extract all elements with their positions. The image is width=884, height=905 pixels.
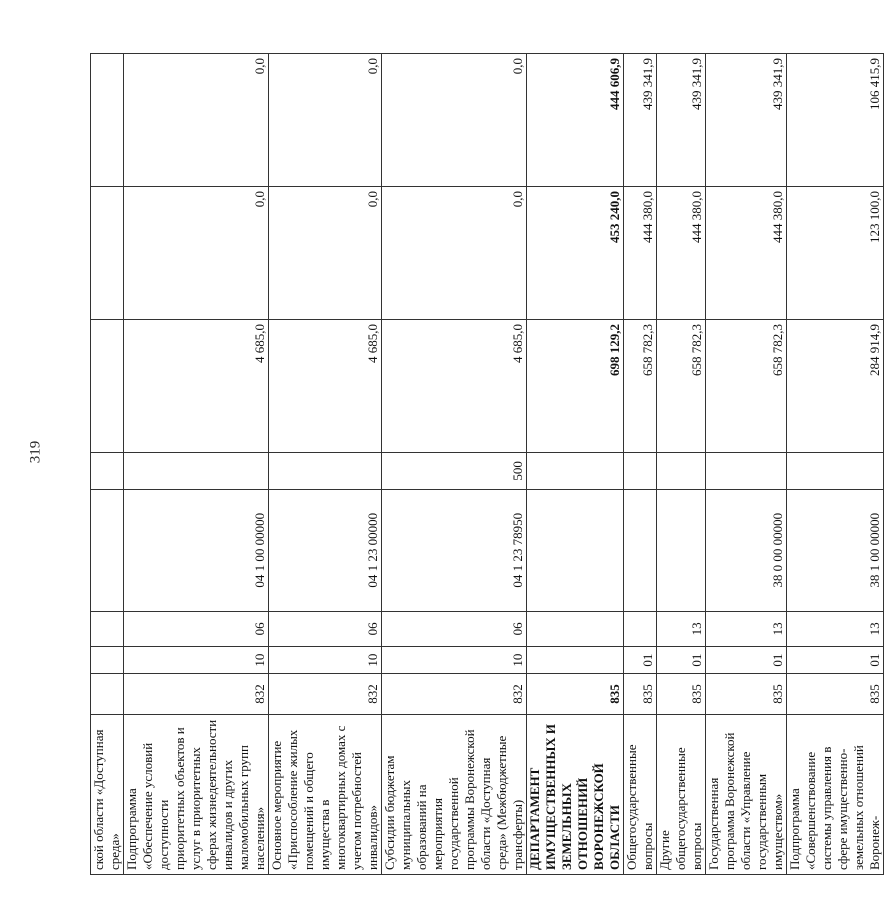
amount-year-2 [91, 187, 124, 320]
section-code: 01 [706, 647, 787, 674]
expense-type-code: 500 [382, 453, 527, 490]
amount-year-2: 444 380,0 [706, 187, 787, 320]
table-row [527, 54, 624, 875]
subsection-code [527, 611, 624, 646]
target-article-code: 38 1 00 00000 [787, 489, 884, 611]
expense-type-code [706, 453, 787, 490]
target-article-code [657, 489, 706, 611]
grbs-code: 832 [382, 674, 527, 715]
subsection-code: 13 [706, 611, 787, 646]
amount-year-2: 444 380,0 [624, 187, 657, 320]
target-article-code: 38 0 00 00000 [706, 489, 787, 611]
amount-year-1: 4 685,0 [382, 320, 527, 453]
row-name: Подпрограмма «Совершенствование системы управления в сфере имущественно-земельных отношений Воронеж- [787, 714, 884, 874]
table-row [706, 54, 787, 875]
row-name: ДЕПАРТАМЕНТ ИМУЩЕСТВЕННЫХ И ЗЕМЕЛЬНЫХ ОТНОШЕНИЙ ВОРОНЕЖСКОЙ ОБЛАСТИ [527, 714, 624, 874]
amount-year-1: 4 685,0 [269, 320, 382, 453]
grbs-code: 835 [787, 674, 884, 715]
amount-year-2: 0,0 [382, 187, 527, 320]
amount-year-3: 0,0 [382, 54, 527, 187]
amount-year-1: 4 685,0 [124, 320, 269, 453]
amount-year-3: 0,0 [269, 54, 382, 187]
section-code: 01 [624, 647, 657, 674]
section-code: 10 [124, 647, 269, 674]
grbs-code [91, 674, 124, 715]
subsection-code: 06 [124, 611, 269, 646]
budget-table [90, 53, 884, 875]
amount-year-1: 284 914,9 [787, 320, 884, 453]
table-row [91, 54, 124, 875]
page-number: 319 [27, 440, 44, 464]
section-code [527, 647, 624, 674]
amount-year-2: 123 100,0 [787, 187, 884, 320]
row-name: Субсидии бюджетам муниципальных образований на мероприятия государственной программы Воронежской области «Доступная среда» (Межбюджетные трансферты) [382, 714, 527, 874]
target-article-code [624, 489, 657, 611]
target-article-code: 04 1 00 00000 [124, 489, 269, 611]
amount-year-1: 698 129,2 [527, 320, 624, 453]
table-row [124, 54, 269, 875]
amount-year-2: 0,0 [269, 187, 382, 320]
amount-year-1: 658 782,3 [706, 320, 787, 453]
subsection-code: 06 [269, 611, 382, 646]
expense-type-code [91, 453, 124, 490]
subsection-code: 13 [657, 611, 706, 646]
expense-type-code [124, 453, 269, 490]
grbs-code: 835 [624, 674, 657, 715]
amount-year-3: 444 606,9 [527, 54, 624, 187]
subsection-code [91, 611, 124, 646]
amount-year-1: 658 782,3 [624, 320, 657, 453]
grbs-code: 835 [706, 674, 787, 715]
section-code: 10 [269, 647, 382, 674]
rotated-table-wrapper [90, 53, 882, 875]
row-name: ской области «Доступная среда» [91, 714, 124, 874]
grbs-code: 832 [124, 674, 269, 715]
expense-type-code [527, 453, 624, 490]
subsection-code: 06 [382, 611, 527, 646]
amount-year-1: 658 782,3 [657, 320, 706, 453]
target-article-code: 04 1 23 78950 [382, 489, 527, 611]
amount-year-2: 453 240,0 [527, 187, 624, 320]
row-name: Подпрограмма «Обеспечение условий доступности приоритетных объектов и услуг в приоритетных сферах жизнедеятельности инвалидов и других маломобильных групп населения» [124, 714, 269, 874]
amount-year-3: 439 341,9 [706, 54, 787, 187]
table-body [91, 54, 884, 875]
amount-year-3: 439 341,9 [657, 54, 706, 187]
target-article-code [527, 489, 624, 611]
section-code: 01 [657, 647, 706, 674]
target-article-code [91, 489, 124, 611]
grbs-code: 835 [657, 674, 706, 715]
table-row [624, 54, 657, 875]
grbs-code: 835 [527, 674, 624, 715]
subsection-code [624, 611, 657, 646]
amount-year-3 [91, 54, 124, 187]
amount-year-2: 0,0 [124, 187, 269, 320]
expense-type-code [657, 453, 706, 490]
target-article-code: 04 1 23 00000 [269, 489, 382, 611]
table-row [787, 54, 884, 875]
expense-type-code [624, 453, 657, 490]
amount-year-1 [91, 320, 124, 453]
amount-year-3: 439 341,9 [624, 54, 657, 187]
expense-type-code [787, 453, 884, 490]
row-name: Другие общегосударственные вопросы [657, 714, 706, 874]
amount-year-2: 444 380,0 [657, 187, 706, 320]
table-row [269, 54, 382, 875]
expense-type-code [269, 453, 382, 490]
section-code [91, 647, 124, 674]
row-name: Основное мероприятие «Приспособление жилых помещений и общего имущества в многоквартирных домах с учетом потребностей инвалидов» [269, 714, 382, 874]
grbs-code: 832 [269, 674, 382, 715]
row-name: Общегосударственные вопросы [624, 714, 657, 874]
amount-year-3: 106 415,9 [787, 54, 884, 187]
subsection-code: 13 [787, 611, 884, 646]
section-code: 01 [787, 647, 884, 674]
row-name: Государственная программа Воронежской области «Управление государственным имуществом» [706, 714, 787, 874]
section-code: 10 [382, 647, 527, 674]
table-row [382, 54, 527, 875]
amount-year-3: 0,0 [124, 54, 269, 187]
table-row [657, 54, 706, 875]
